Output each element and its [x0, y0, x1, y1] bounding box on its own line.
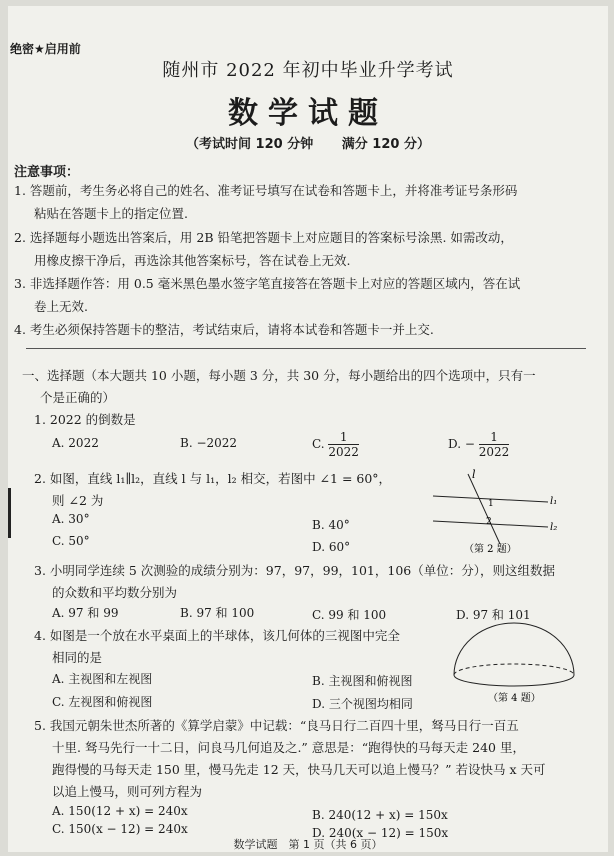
- question-2-option-c: C. 50°: [52, 534, 90, 548]
- page-footer: 数学试题 第 1 页（共 6 页）: [233, 838, 383, 851]
- question-3-option-c: C. 99 和 100: [312, 608, 387, 622]
- hemisphere-dome: [454, 623, 574, 675]
- question-3-option-d: D. 97 和 101: [456, 608, 531, 622]
- question-4-option-a: A. 主视图和左视图: [52, 672, 153, 686]
- line-l: [468, 474, 500, 544]
- question-2-figure: [418, 468, 568, 558]
- question-1-option-a: A. 2022: [52, 436, 99, 450]
- question-2-option-a: A. 30°: [52, 512, 90, 526]
- angle-1-label: 1: [488, 499, 494, 509]
- fraction: [479, 430, 510, 459]
- subject-title: 数学试题: [228, 96, 388, 131]
- question-2-option-d: D. 60°: [312, 540, 351, 554]
- figure-4-caption: （第 4 题）: [488, 693, 541, 704]
- question-2-stem: 2. 如图，直线 l₁∥l₂，直线 l 与 l₁，l₂ 相交，若图中 ∠1 = 60°，: [34, 471, 392, 486]
- fraction-numerator: 1: [328, 430, 359, 445]
- question-1-option-d: [448, 430, 509, 459]
- question-5-option-d: D. 240(x − 12) = 150x: [312, 826, 449, 840]
- question-5-option-a: A. 150(12 + x) = 240x: [52, 804, 188, 818]
- question-4-figure: [446, 621, 584, 707]
- confidential-mark: 绝密★启用前: [10, 42, 81, 56]
- fraction-denominator: 2022: [478, 445, 510, 459]
- question-4-stem: 4. 如图是一个放在水平桌面上的半球体，该几何体的三视图中完全: [34, 628, 400, 643]
- notice-line: 1. 答题前，考生务必将自己的姓名、准考证号填写在试卷和答题卡上，并将准考证号条形码: [14, 183, 518, 198]
- exam-page: [8, 6, 608, 852]
- question-4-stem-cont: 相同的是: [52, 650, 103, 665]
- section-heading-cont: 个是正确的）: [40, 390, 116, 405]
- notice-line: 3. 非选择题作答：用 0.5 毫米黑色墨水签字笔直接答在答题卡上对应的答题区域内，答在试: [14, 276, 521, 291]
- notice-title: 注意事项：: [14, 165, 80, 180]
- question-3-option-b: B. 97 和 100: [180, 606, 255, 620]
- question-4-option-b: B. 主视图和俯视图: [312, 674, 413, 688]
- notice-line: 4. 考生必须保持答题卡的整洁，考试结束后，请将本试卷和答题卡一并上交.: [14, 322, 434, 337]
- question-5-stem-cont: 跑得慢的马每天走 150 里，慢马先走 12 天，快马几天可以追上慢马？” 若设快马 x 天可: [52, 762, 546, 777]
- binding-edge-mark: [8, 488, 11, 538]
- exam-name: 随州市 2022 年初中毕业升学考试: [162, 60, 454, 81]
- label-l: l: [472, 468, 476, 481]
- notice-line: 用橡皮擦干净后，再选涂其他答案标号，答在试卷上无效.: [34, 253, 351, 268]
- label-l2: l₂: [550, 522, 558, 533]
- question-2-stem-cont: 则 ∠2 为: [52, 493, 104, 508]
- question-4-option-d: D. 三个视图均相同: [312, 697, 413, 711]
- question-4-option-c: C. 左视图和俯视图: [52, 695, 153, 709]
- hemisphere-base-back: [454, 664, 574, 675]
- exam-score: 满分 120 分）: [341, 137, 430, 152]
- question-5-stem: 5. 我国元朝朱世杰所著的《算学启蒙》中记载：“良马日行二百四十里，驽马日行一百五: [34, 718, 519, 733]
- question-3-stem: 3. 小明同学连续 5 次测验的成绩分别为：97，97，99，101，106（单位：分），则这组数据: [34, 563, 555, 578]
- section-divider: [26, 348, 586, 349]
- question-5-option-b: B. 240(12 + x) = 150x: [312, 808, 448, 822]
- notice-line: 粘贴在答题卡上的指定位置.: [34, 206, 188, 221]
- figure-2-caption: （第 2 题）: [464, 544, 517, 555]
- question-1-option-c: [312, 430, 359, 459]
- fraction-denominator: 2022: [328, 445, 359, 459]
- fraction: [328, 430, 359, 459]
- notice-line: 2. 选择题每小题选出答案后，用 2B 铅笔把答题卡上对应题目的答案标号涂黑. 如需改动，: [14, 230, 513, 245]
- minus-sign: −: [464, 437, 475, 451]
- question-1-option-b: B. −2022: [180, 436, 238, 450]
- option-c-label: C.: [312, 437, 325, 451]
- question-5-option-c: C. 150(x − 12) = 240x: [52, 822, 188, 836]
- question-2-option-b: B. 40°: [312, 518, 350, 532]
- angle-2-label: 2: [486, 517, 492, 527]
- question-3-option-a: A. 97 和 99: [52, 606, 119, 620]
- hemisphere-base-front: [454, 675, 574, 686]
- time-score-info: [8, 133, 608, 152]
- question-1-stem: 1. 2022 的倒数是: [34, 412, 136, 427]
- question-5-stem-cont: 十里. 驽马先行一十二日，问良马几何追及之.” 意思是：“跑得快的马每天走 240 里，: [52, 740, 525, 755]
- question-5-stem-cont: 以追上慢马，则可列方程为: [52, 784, 203, 799]
- option-d-label: D.: [448, 437, 462, 451]
- exam-time: （考试时间 120 分钟: [186, 137, 314, 152]
- notice-line: 卷上无效.: [34, 299, 88, 314]
- label-l1: l₁: [550, 496, 558, 507]
- question-3-stem-cont: 的众数和平均数分别为: [52, 585, 178, 600]
- section-heading: 一、选择题（本大题共 10 小题，每小题 3 分，共 30 分，每小题给出的四个选项中，只有一: [22, 368, 536, 383]
- fraction-numerator: 1: [479, 430, 510, 445]
